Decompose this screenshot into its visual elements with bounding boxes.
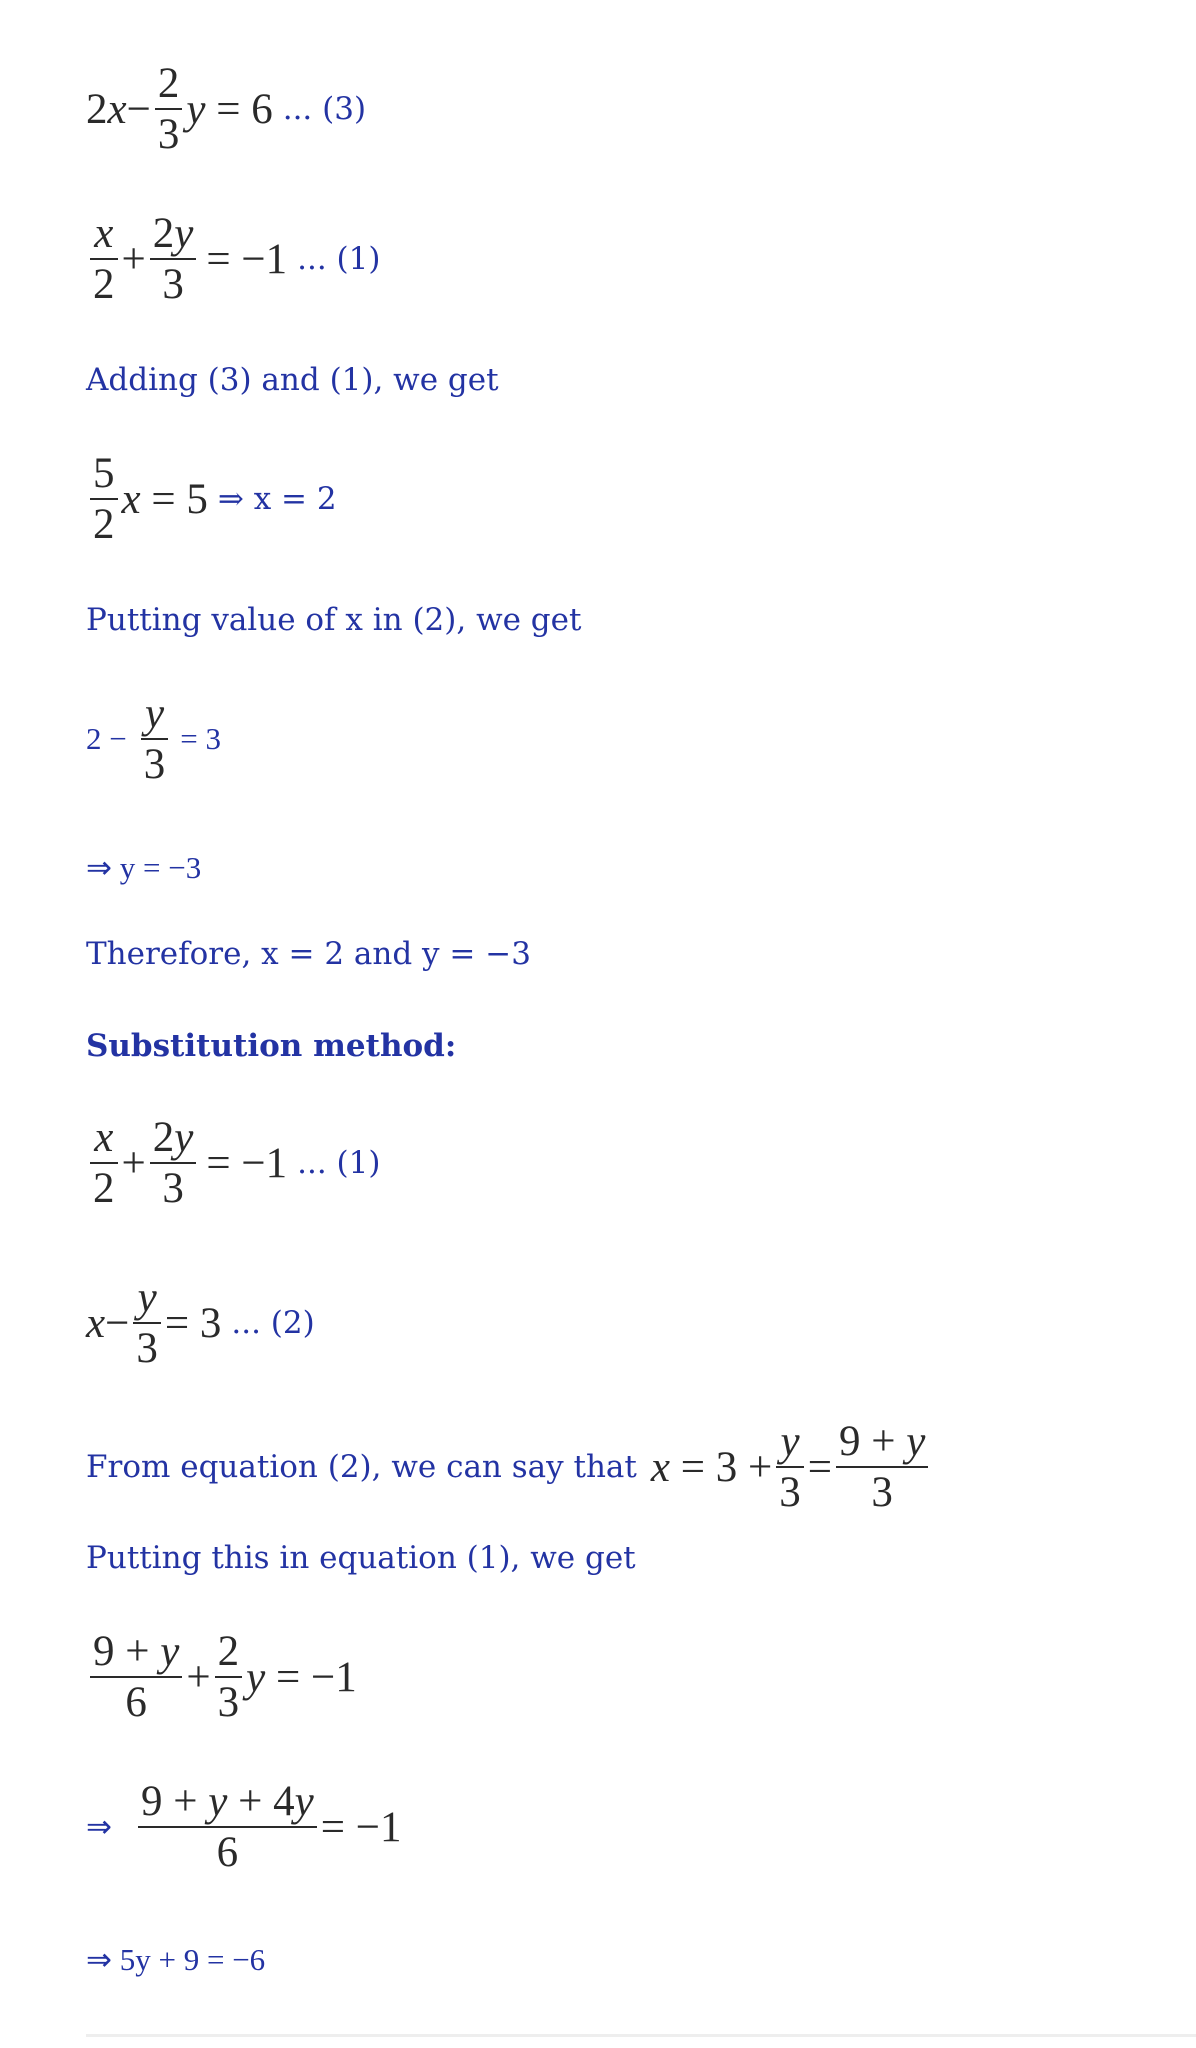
substitution-heading: Substitution method: [86,1028,457,1064]
combined-equation [86,1780,401,1874]
x-result: ⇒ x = 2 [217,481,337,517]
equation-1 [86,212,380,306]
equation-2 [86,1276,315,1370]
x-solution [86,452,337,546]
equation-3 [86,62,366,156]
equation-2-tag: ... (2) [231,1305,315,1341]
equals-three: = 3 [180,721,221,756]
putting-x-text: Putting value of x in (2), we get [86,602,582,638]
y-result: ⇒ y = −3 [86,850,202,885]
from-eq2-line [86,1420,932,1514]
equation-3-tag: ... (3) [282,91,367,127]
from-eq2-text: From equation (2), we can say that [86,1449,637,1485]
last-line: ⇒ 5y + 9 = −6 [86,1942,266,1977]
divider [86,2034,1196,2037]
equation-1-repeat [86,1116,380,1210]
x-expression-math: x = 3 + $\frac{y}{3}$ = $\frac{9 + y}{3}$ [651,1420,932,1514]
equation-1-repeat-math: $\frac{x}{2}$ + $\frac{2y}{3}$ = −1 [86,1116,287,1210]
substituted-equation-math: $\frac{9 + y}{6}$ + $\frac{2}{3}$ y = −1 [86,1630,357,1724]
y-equation [86,692,221,786]
adding-text: Adding (3) and (1), we get [86,362,499,398]
equation-1-tag: ... (1) [297,241,381,277]
therefore-text: Therefore, x = 2 and y = −3 [86,936,531,972]
putting-this-text: Putting this in equation (1), we get [86,1540,636,1576]
y-over-3: $\frac{y}{3}$ [137,692,173,786]
two-minus: 2 − [86,721,127,756]
substituted-equation [86,1630,357,1724]
equation-1-math: $\frac{x}{2}$ + $\frac{2y}{3}$ = −1 [86,212,287,306]
arrow-symbol: ⇒ [86,1809,112,1844]
equation-2-math: x− $\frac{y}{3}$ = 3 [86,1274,222,1372]
equation-3-math: 2x− $\frac{2}{3}$ y = 6 [86,60,273,158]
equation-1-repeat-tag: ... (1) [297,1145,381,1181]
combined-equation-math: $\frac{9 + y + 4y}{6}$ = −1 [134,1780,401,1874]
x-solution-math: $\frac{5}{2}$ x = 5 [86,452,208,546]
